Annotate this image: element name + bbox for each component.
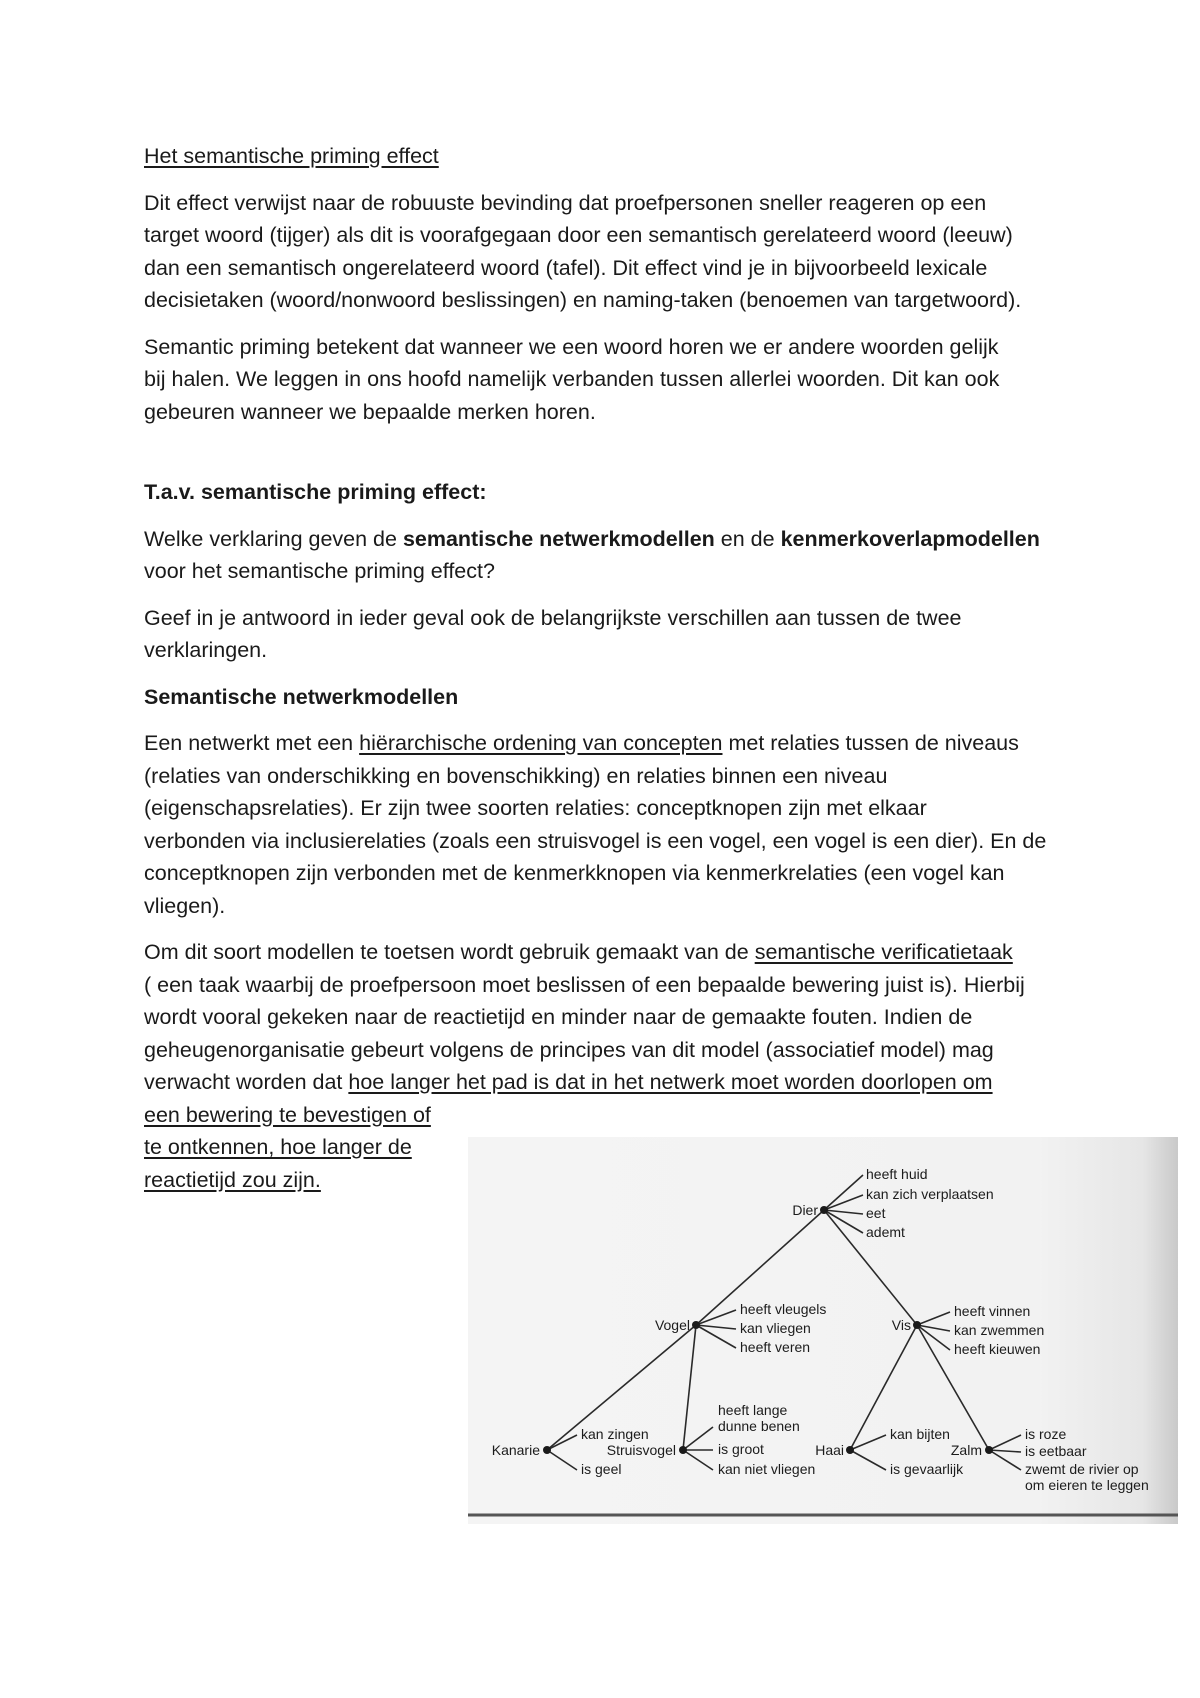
- network-definition-paragraph: [144, 727, 1064, 922]
- feature-label: heeft lange: [718, 1402, 788, 1418]
- text-run: Een netwerkt met een: [144, 731, 360, 755]
- text-line: conceptknopen zijn verbonden met de kenmerkknopen via kenmerkrelaties (een vogel kan: [144, 861, 1005, 885]
- edge-feature: [989, 1435, 1021, 1450]
- text-line: geheugenorganisatie gebeurt volgens de principes van dit model (associatief model) mag: [144, 1037, 994, 1062]
- edge-feature: [547, 1450, 577, 1470]
- edge-feature: [850, 1435, 886, 1450]
- text-line: verbonden via inclusierelaties (zoals een struisvogel is een vogel, een vogel is een dier). En de: [144, 828, 1047, 853]
- feature-label: heeft huid: [866, 1166, 928, 1182]
- node-label-zalm: Zalm: [950, 1442, 982, 1458]
- paragraph-semantic-priming: [144, 331, 1064, 429]
- paragraph-definition: [144, 187, 1064, 317]
- feature-label: is groot: [718, 1441, 764, 1457]
- feature-label: kan zingen: [581, 1426, 649, 1442]
- feature-label: kan zwemmen: [954, 1322, 1045, 1338]
- node-label-kanarie: Kanarie: [491, 1442, 540, 1458]
- feature-label: eet: [866, 1205, 886, 1221]
- text-line: reactietijd zou zijn.: [144, 1167, 321, 1192]
- edge-feature: [989, 1450, 1021, 1470]
- bold-term: semantische netwerkmodellen: [402, 526, 715, 551]
- text-line: een bewering te bevestigen of: [144, 1102, 431, 1127]
- feature-label: dunne benen: [718, 1418, 800, 1434]
- text-line: gebeuren wanneer we bepaalde merken horen.: [144, 399, 596, 424]
- text-line: [144, 523, 1064, 556]
- text-line: [144, 727, 1064, 760]
- text-run: en de: [714, 526, 781, 551]
- node-dot: [679, 1446, 687, 1454]
- text-line: (eigenschapsrelaties). Er zijn twee soorten relaties: conceptknopen zijn met elkaar: [144, 796, 927, 820]
- feature-label: kan zich verplaatsen: [866, 1186, 994, 1202]
- edge-feature: [683, 1427, 713, 1450]
- node-label-dier: Dier: [792, 1202, 818, 1218]
- text-line: Dit effect verwijst naar de robuuste bevinding dat proefpersonen sneller reageren op een: [144, 190, 987, 215]
- text-line: (relaties van onderschikking en bovenschikking) en relaties binnen een niveau: [144, 763, 888, 788]
- edge-feature: [683, 1450, 713, 1470]
- network-diagram: [468, 1137, 1178, 1524]
- feature-label: is geel: [581, 1461, 622, 1477]
- node-label-vis: Vis: [891, 1317, 911, 1333]
- subsection-heading: Semantische netwerkmodellen: [144, 684, 459, 709]
- section-title: Het semantische priming effect: [144, 144, 439, 168]
- text-line: bij halen. We leggen in ons hoofd namelijk verbanden tussen allerlei woorden. Dit kan ook: [144, 367, 1000, 391]
- feature-label: is eetbaar: [1025, 1443, 1087, 1459]
- text-line: Semantic priming betekent dat wanneer we een woord horen we er andere woorden gelijk: [144, 334, 999, 359]
- text-line: target woord (tijger) als dit is voorafgegaan door een semantisch gerelateerd woord (leeuw): [144, 223, 1013, 247]
- feature-label: heeft veren: [740, 1339, 811, 1355]
- question-heading: T.a.v. semantische priming effect:: [144, 480, 487, 504]
- text-run: verwacht worden dat: [144, 1070, 349, 1094]
- feature-label: ademt: [866, 1224, 905, 1240]
- text-line: voor het semantische priming effect?: [144, 559, 495, 583]
- text-line: decisietaken (woord/nonwoord beslissingen) en naming-taken (benoemen van targetwoord).: [144, 288, 1022, 312]
- node-dot: [692, 1321, 700, 1329]
- feature-label: heeft kieuwen: [954, 1341, 1041, 1357]
- feature-label: kan niet vliegen: [718, 1461, 816, 1477]
- instruction-paragraph: [144, 602, 1064, 667]
- node-dot: [543, 1446, 551, 1454]
- node-dot: [913, 1321, 921, 1329]
- document-body: [144, 140, 1064, 1196]
- text-run: met relaties tussen de niveaus: [722, 731, 1019, 755]
- text-line: te ontkennen, hoe langer de: [144, 1135, 412, 1159]
- underlined-term: hiërarchische ordening van concepten: [359, 731, 723, 755]
- text-line: [144, 936, 1064, 969]
- underlined-term: hoe langer het pad is dat in het netwerk moet worden doorlopen om: [348, 1070, 993, 1094]
- semantic-network-figure: [468, 1137, 1178, 1524]
- node-label-vogel: Vogel: [654, 1317, 690, 1333]
- edge-feature: [989, 1450, 1021, 1452]
- text-line: wordt vooral gekeken naar de reactietijd en minder naar de gemaakte fouten. Indien de: [144, 1005, 973, 1029]
- node-dot: [985, 1446, 993, 1454]
- feature-label: zwemt de rivier op: [1025, 1461, 1139, 1477]
- edge-feature: [824, 1175, 863, 1210]
- text-run: Om dit soort modellen te toetsen wordt gebruik gemaakt van de: [144, 940, 755, 964]
- text-run: Welke verklaring geven de: [144, 526, 403, 551]
- text-line: vliegen).: [144, 893, 226, 918]
- feature-label: is roze: [1025, 1426, 1067, 1442]
- feature-label: kan bijten: [890, 1426, 950, 1442]
- feature-label: heeft vinnen: [954, 1303, 1031, 1319]
- node-dot: [820, 1206, 828, 1214]
- feature-label: heeft vleugels: [740, 1301, 827, 1317]
- edge-vogel-struisvogel: [683, 1325, 696, 1450]
- feature-label: is gevaarlijk: [890, 1461, 964, 1477]
- text-line: verklaringen.: [144, 638, 268, 662]
- node-dot: [846, 1446, 854, 1454]
- text-line: Geef in je antwoord in ieder geval ook de belangrijkste verschillen aan tussen de twee: [144, 605, 962, 630]
- question-paragraph: [144, 523, 1064, 588]
- feature-label: om eieren te leggen: [1025, 1477, 1149, 1493]
- node-label-haai: Haai: [815, 1442, 844, 1458]
- underlined-term: semantische verificatietaak: [754, 940, 1013, 964]
- edge-feature: [917, 1312, 950, 1325]
- edge-feature: [850, 1450, 886, 1470]
- edge-feature: [824, 1195, 863, 1210]
- text-line: [144, 1066, 1064, 1099]
- text-line: ( een taak waarbij de proefpersoon moet beslissen of een bepaalde bewering juist is). Hierbij: [144, 972, 1025, 997]
- text-line: dan een semantisch ongerelateerd woord (tafel). Dit effect vind je in bijvoorbeeld lexicale: [144, 255, 988, 280]
- node-label-struisvogel: Struisvogel: [606, 1442, 676, 1458]
- edge-feature: [696, 1310, 736, 1325]
- bold-term: kenmerkoverlapmodellen: [780, 526, 1040, 551]
- feature-label: kan vliegen: [740, 1320, 811, 1336]
